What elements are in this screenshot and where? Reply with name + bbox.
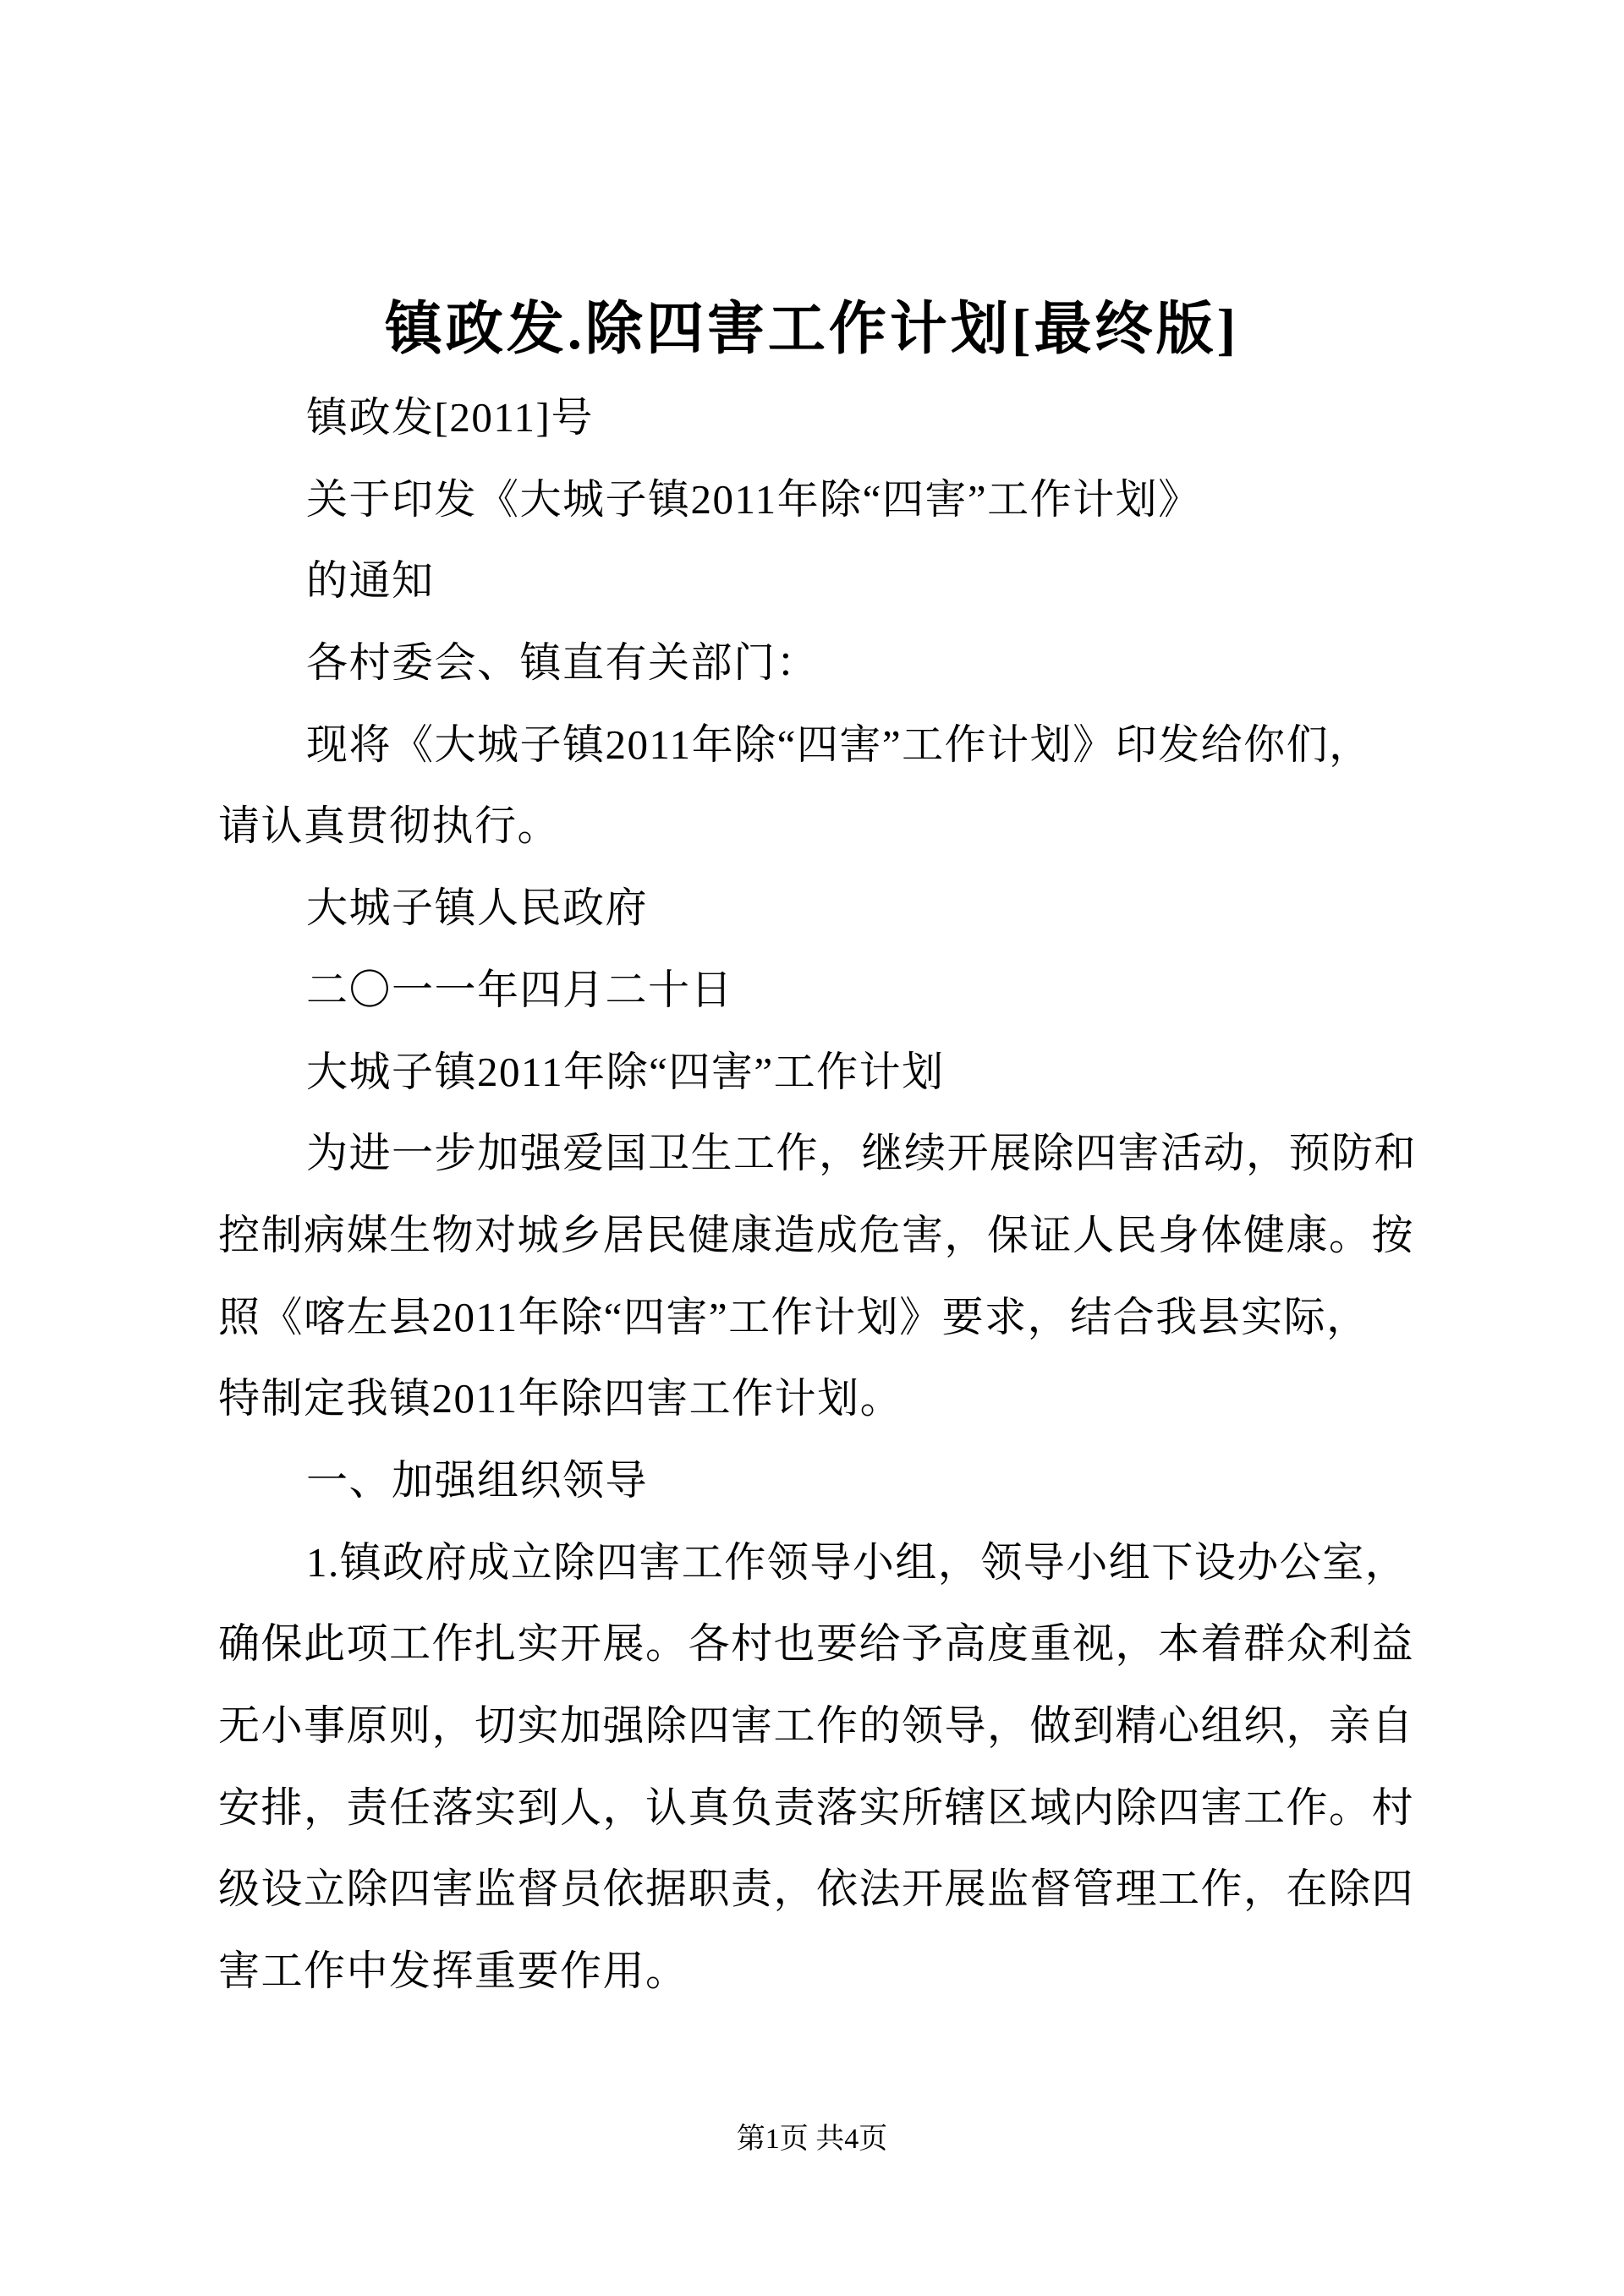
page-number-label: 第1页 共4页: [736, 2123, 888, 2155]
body-paragraph-line: 安排，责任落实到人，认真负责落实所辖区域内除四害工作。村: [218, 1784, 1415, 1831]
page-footer: [0, 2114, 1624, 2165]
plan-heading: 大城子镇2011年除“四害”工作计划: [306, 1048, 945, 1095]
body-paragraph-line: 无小事原则，切实加强除四害工作的领导，做到精心组织，亲自: [218, 1702, 1415, 1749]
notice-subject-line: 关于印发《大城子镇2011年除“四害”工作计划》: [306, 475, 1201, 523]
body-paragraph-line: 控制病媒生物对城乡居民健康造成危害，保证人民身体健康。按: [218, 1211, 1415, 1258]
notice-subject-line-cont: 的通知: [306, 557, 435, 605]
body-paragraph-line: 级设立除四害监督员依据职责，依法开展监督管理工作，在除四: [218, 1866, 1415, 1913]
addressee-line: 各村委会、镇直有关部门：: [306, 639, 820, 687]
list-item-line: 1.镇政府成立除四害工作领导小组，领导小组下设办公室，: [306, 1538, 1408, 1586]
issuer-line: 大城子镇人民政府: [306, 885, 649, 932]
body-paragraph-line: 为进一步加强爱国卫生工作，继续开展除四害活动，预防和: [306, 1130, 1418, 1177]
body-paragraph-line: 害工作中发挥重要作用。: [218, 1948, 689, 1995]
body-paragraph-line: 现将《大城子镇2011年除“四害”工作计划》印发给你们，: [306, 721, 1372, 768]
document-body: [218, 387, 1453, 2023]
section-heading: 一、加强组织领导: [306, 1456, 649, 1504]
body-paragraph-line: 确保此项工作扎实开展。各村也要给予高度重视，本着群众利益: [218, 1620, 1415, 1668]
date-line: 二〇一一年四月二十日: [306, 966, 734, 1013]
doc-number-line: 镇政发[2011]号: [306, 394, 594, 441]
body-paragraph-line: 特制定我镇2011年除四害工作计划。: [218, 1375, 903, 1422]
body-paragraph-line: 请认真贯彻执行。: [218, 803, 561, 850]
document-title: 镇政发.除四害工作计划[最终版]: [384, 297, 1240, 361]
body-paragraph-line: 照《喀左县2011年除“四害”工作计划》要求，结合我县实际，: [218, 1293, 1369, 1340]
